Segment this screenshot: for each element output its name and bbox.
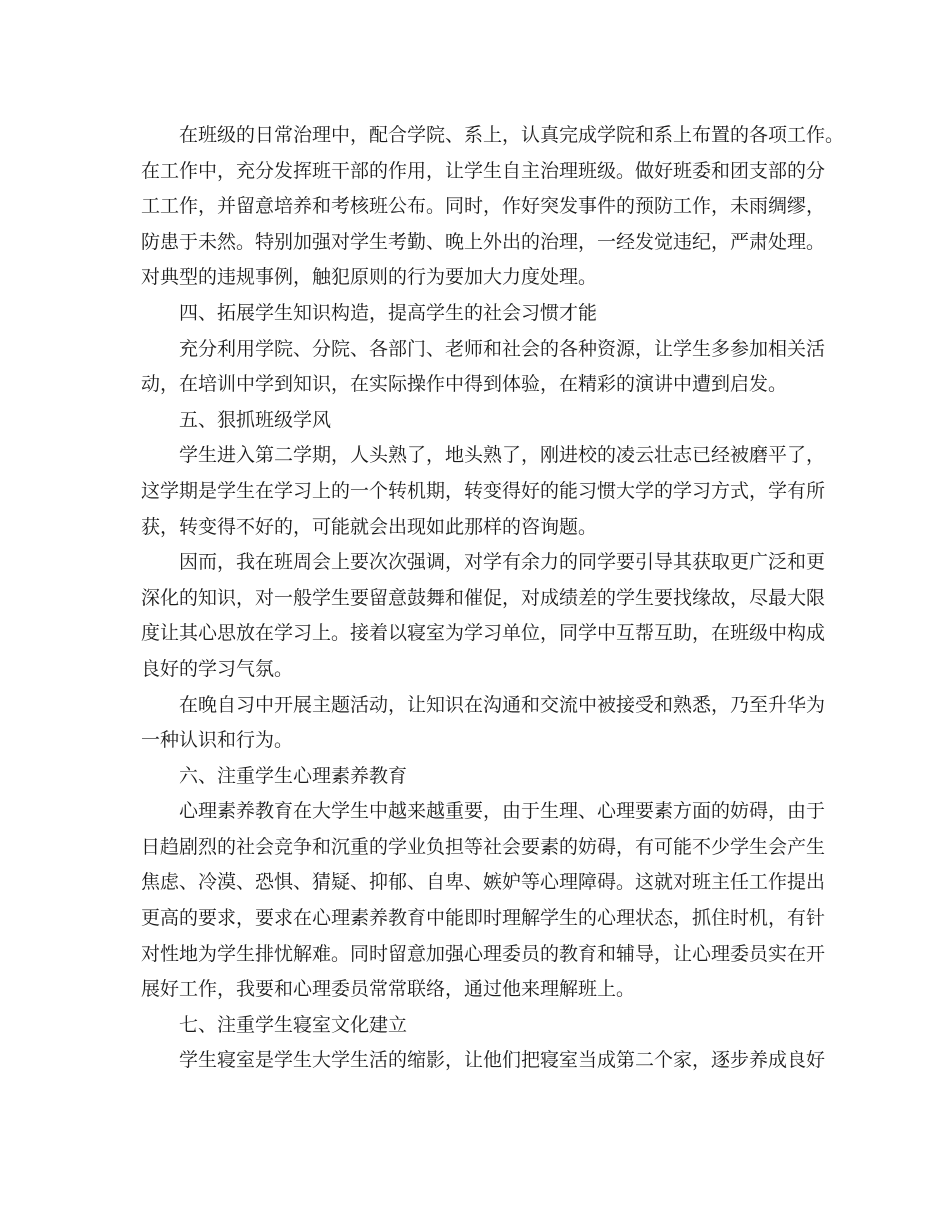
- text-line: 在工作中，充分发挥班干部的作用，让学生自主治理班级。做好班委和团支部的分: [141, 159, 826, 182]
- text-line: 获，转变得不好的，可能就会出现如此那样的咨询题。: [141, 515, 598, 538]
- document-body: [141, 118, 845, 1079]
- text-line: 因而，我在班周会上要次次强调，对学有余力的同学要引导其获取更广泛和更: [179, 551, 826, 574]
- text-line: 动，在培训中学到知识，在实际操作中得到体验，在精彩的演讲中遭到启发。: [141, 373, 788, 396]
- text-line: 这学期是学生在学习上的一个转机期，转变得好的能习惯大学的学习方式，学有所: [141, 479, 826, 502]
- text-line: 防患于未然。特别加强对学生考勤、晚上外出的治理，一经发觉违纪，严肃处理。: [141, 230, 826, 253]
- text-line: 展好工作，我要和心理委员常常联络，通过他来理解班上。: [141, 978, 636, 1001]
- text-line: 工工作，并留意培养和考核班公布。同时，作好突发事件的预防工作，未雨绸缪，: [141, 195, 826, 218]
- text-line: 对性地为学生排忧解难。同时留意加强心理委员的教育和辅导，让心理委员实在开: [141, 942, 826, 965]
- text-line: 一种认识和行为。: [141, 729, 294, 752]
- text-line: 七、注重学生寝室文化建立: [179, 1013, 408, 1036]
- text-line: 学生寝室是学生大学生活的缩影，让他们把寝室当成第二个家，逐步养成良好: [179, 1049, 826, 1072]
- text-line: 充分利用学院、分院、各部门、老师和社会的各种资源，让学生多参加相关活: [179, 337, 826, 360]
- text-line: 焦虑、冷漠、恐惧、猜疑、抑郁、自卑、嫉妒等心理障碍。这就对班主任工作提出: [141, 871, 826, 894]
- text-line: 在班级的日常治理中，配合学院、系上，认真完成学院和系上布置的各项工作。: [179, 124, 845, 146]
- text-line: 四、拓展学生知识构造，提高学生的社会习惯才能: [179, 301, 598, 324]
- text-line: 度让其心思放在学习上。接着以寝室为学习单位，同学中互帮互助，在班级中构成: [141, 622, 826, 645]
- text-line: 五、狠抓班级学风: [179, 408, 332, 431]
- text-line: 深化的知识，对一般学生要留意鼓舞和催促，对成绩差的学生要找缘故，尽最大限: [141, 586, 826, 609]
- text-line: 更高的要求，要求在心理素养教育中能即时理解学生的心理状态，抓住时机，有针: [141, 907, 826, 930]
- text-line: 在晚自习中开展主题活动，让知识在沟通和交流中被接受和熟悉，乃至升华为: [179, 693, 826, 716]
- text-line: 六、注重学生心理素养教育: [179, 764, 408, 787]
- text-line: 学生进入第二学期，人头熟了，地头熟了，刚进校的凌云壮志已经被磨平了，: [179, 444, 826, 467]
- text-line: 心理素养教育在大学生中越来越重要，由于生理、心理要素方面的妨碍，由于: [179, 800, 826, 823]
- text-line: 日趋剧烈的社会竞争和沉重的学业负担等社会要素的妨碍，有可能不少学生会产生: [141, 835, 826, 858]
- text-line: 良好的学习气氛。: [141, 657, 294, 680]
- text-line: 对典型的违规事例，触犯原则的行为要加大力度处理。: [141, 266, 598, 289]
